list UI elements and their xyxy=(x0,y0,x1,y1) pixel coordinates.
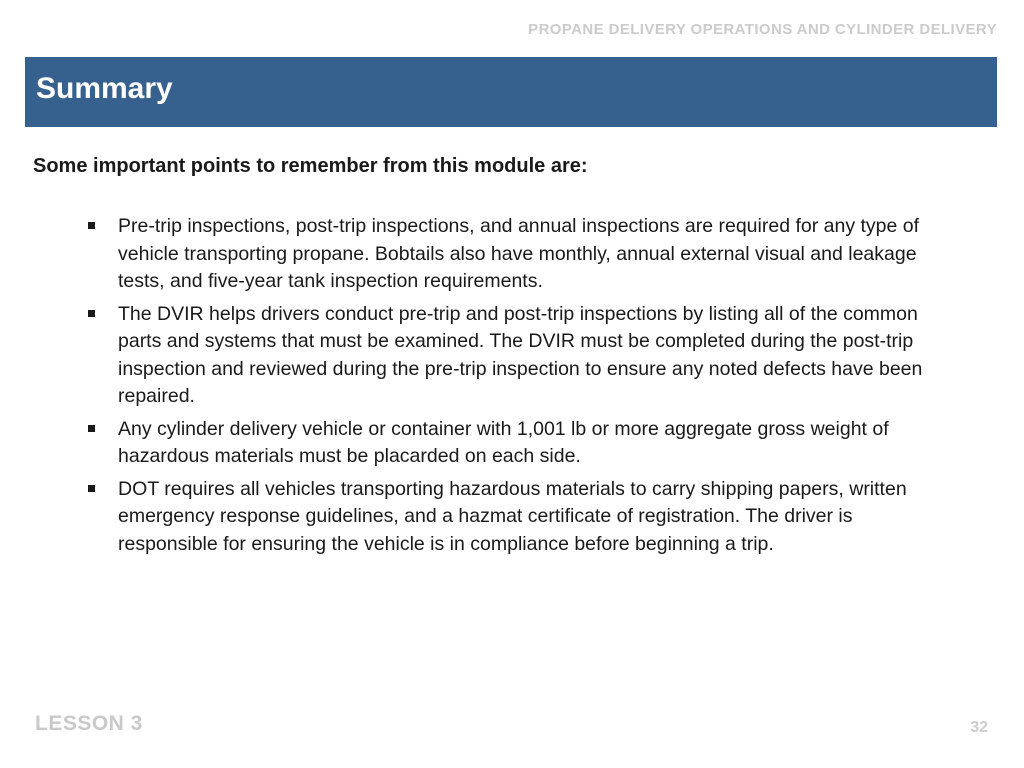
bullet-text: DOT requires all vehicles transporting hazardous materials to carry shipping papers, written emergency response guidelines, and a hazmat certificate of registration. The driver is responsible for ensuring the vehicle is in compliance before beginning a trip. xyxy=(118,477,907,555)
bullet-item xyxy=(88,416,948,471)
bullet-text: Any cylinder delivery vehicle or container with 1,001 lb or more aggregate gross weight of hazardous materials must be placarded on each side. xyxy=(118,417,889,467)
bullet-item xyxy=(88,476,948,559)
page-title: Summary xyxy=(36,72,173,105)
bullet-item xyxy=(88,301,948,411)
bullet-list xyxy=(88,213,948,563)
intro-statement: Some important points to remember from this module are: xyxy=(33,155,588,177)
bullet-square-icon xyxy=(88,301,118,317)
bullet-square-icon xyxy=(88,416,118,432)
bullet-square-icon xyxy=(88,213,118,229)
footer-lesson-label: LESSON 3 xyxy=(35,712,143,735)
bullet-square-icon xyxy=(88,476,118,492)
section-title-bar xyxy=(25,57,997,127)
bullet-text: Pre-trip inspections, post-trip inspections, and annual inspections are required for any type of vehicle transporting propane. Bobtails also have monthly, annual external visual and leakage tests, and five-year tank inspection requirements. xyxy=(118,215,920,292)
running-header: PROPANE DELIVERY OPERATIONS AND CYLINDER DELIVERY xyxy=(528,21,997,38)
page-number: 32 xyxy=(970,719,988,736)
bullet-text: The DVIR helps drivers conduct pre-trip and post-trip inspections by listing all of the common parts and systems that must be examined. The DVIR must be completed during the post-trip inspection and reviewed during the pre-trip inspection to ensure any noted defects have been repaired. xyxy=(118,302,923,407)
bullet-item xyxy=(88,213,948,296)
